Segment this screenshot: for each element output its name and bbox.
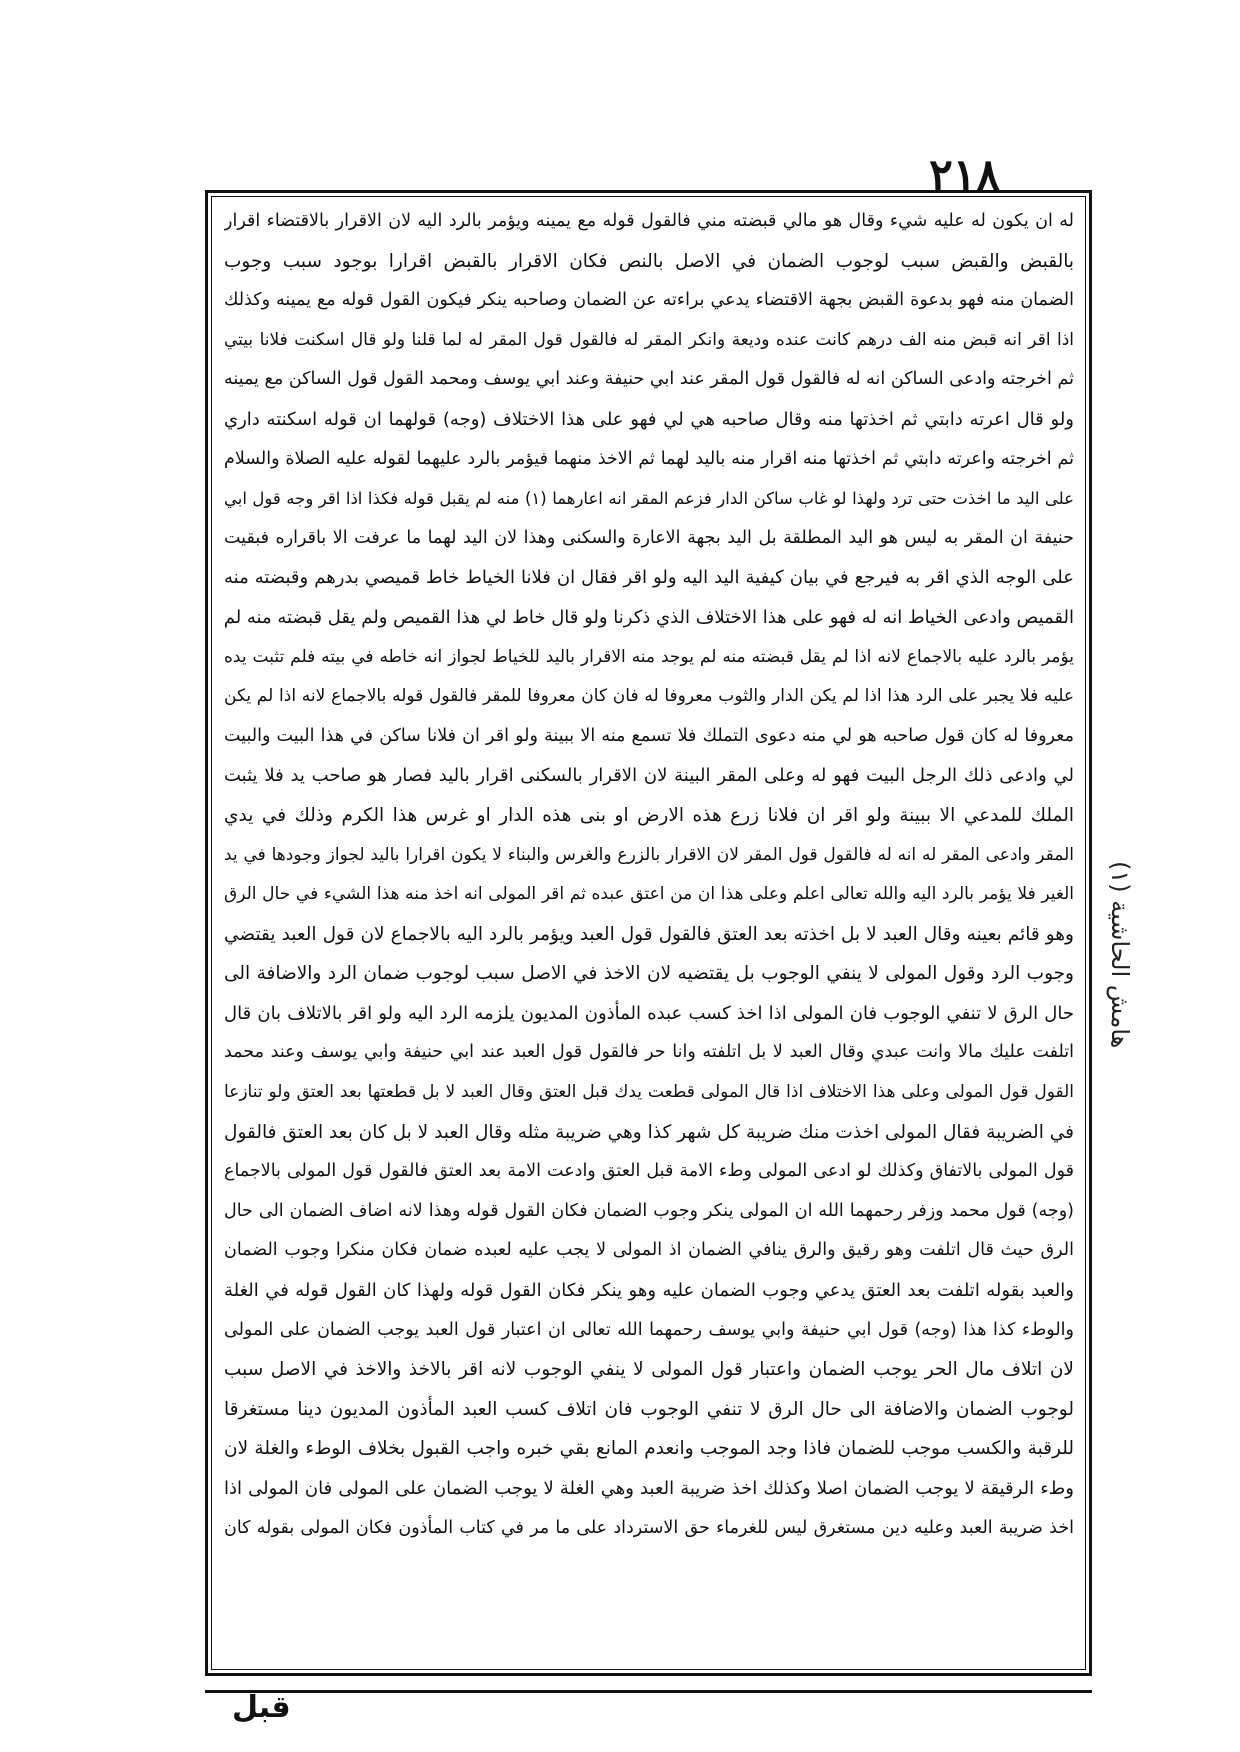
text-line: على اليد ما اخذت حتى ترد ولهذا لو غاب ساكن الدار فزعم المقر انه اعارهما (١) منه لم يقبل قوله فكذا اذا اقر وجه قول ابي xyxy=(224,489,1074,509)
text-line: للرقبة والكسب موجب للضمان فاذا وجد الموجب وانعدم المانع بقي خبره واجب القبول بخلاف الوطء والغلة لان xyxy=(224,1438,1074,1460)
text-line: اخذ ضريبة العبد وعليه دين مستغرق ليس للغرماء حق الاسترداد على ما مر في كتاب المأذون فكان المولى بقوله كان xyxy=(224,1517,1074,1538)
text-line: بالقبض والقبض سبب لوجوب الضمان في الاصل بالنص فكان الاقرار بالقبض اقرارا بوجود سبب وجوب xyxy=(224,250,1074,272)
text-line: ثم اخرجته واعرته دابتي ثم اخذتها منه اقرار منه باليد لهما ثم الاخذ منهما فيؤمر بالرد عليهما لقوله عليه الصلاة والسلام xyxy=(224,448,1074,469)
text-line: قول المولى بالاتفاق وكذلك لو ادعى المولى وطء الامة قبل العتق وادعت الامة بعد العتق فالقول قول المولى بالاجماع xyxy=(224,1161,1074,1182)
text-line: الرق حيث قال اتلفت وهو رقيق والرق ينافي الضمان اذ المولى لا يجب عليه لعبده ضمان فكان منكرا وجوب الضمان xyxy=(224,1240,1074,1261)
text-line: والعبد بقوله اتلفت بعد العتق يدعي وجوب الضمان عليه وهو ينكر فكان القول قوله ولهذا كان القول قوله في الغلة xyxy=(224,1280,1074,1302)
text-line: القول قول المولى وعلى هذا الاختلاف اذا قال المولى قطعت يدك قبل العتق وقال العبد لا بل قطعتها بعد العتق ولو تنازعا xyxy=(224,1082,1074,1103)
footer-rule xyxy=(205,1690,1092,1693)
text-line: المقر وادعى المقر له انه له فالقول قول المقر لان الاقرار بالزرع والغرس والبناء لا يكون اقرارا باليد لجواز وجودها في يد xyxy=(224,844,1074,865)
text-line: لوجوب الضمان والاضافة الى حال الرق لا تنفي الوجوب فان اتلاف كسب العبد المأذون المديون دينا مستغرقا xyxy=(224,1398,1074,1420)
text-line: عليه فلا يجبر على الرد هذا اذا لم يكن الدار والثوب معروفا له فان كان معروفا للمقر فالقول قوله بالاجماع لانه اذا لم يكن xyxy=(224,686,1074,707)
text-line: يؤمر بالرد عليه بالاجماع لانه اذا لم يقل قبضته منه لم يوجد منه الاقرار باليد للخياط لجواز انه خاطه في بيته فلم تثبت يده xyxy=(224,646,1074,667)
text-line: اتلفت عليك مالا وانت عبدي وقال العبد لا بل اتلفته وانا حر فالقول قول العبد عند ابي حنيفة وابي يوسف وعند محمد xyxy=(224,1042,1074,1063)
text-line: والوطء كذا هذا (وجه) قول ابي حنيفة وابي يوسف رحمهما الله تعالى ان اعتبار قول العبد يوجب الضمان على المولى xyxy=(224,1319,1074,1340)
text-line: معروفا له كان قول صاحبه هو لي منه دعوى التملك فلا تسمع منه الا ببينة ولو اقر ان فلانا ساكن في هذا البيت والبيت xyxy=(224,725,1074,746)
text-line: وجوب الرد وقول المولى لا ينفي الوجوب بل يقتضيه لان الاخذ في الاصل سبب لوجوب ضمان الرد والاضافة الى xyxy=(224,963,1074,985)
text-line: اذا اقر انه قبض منه الف درهم كانت عنده وديعة وانكر المقر له فالقول قول المقر له لما قلنا ولو قال اسكنت فلانا بيتي xyxy=(224,329,1074,350)
text-line: لان اتلاف مال الحر يوجب الضمان واعتبار قول المولى لا ينفي الوجوب لانه اقر بالاخذ والاخذ في الاصل سبب xyxy=(224,1359,1074,1381)
text-line: حال الرق لا تنفي الوجوب فان المولى اذا اخذ كسب عبده المأذون المديون يلزمه الرد اليه ولو اقر بالاتلاف بان قال xyxy=(224,1002,1074,1024)
text-line: الضمان منه فهو بدعوة القبض بجهة الاقتضاء يدعي براءته عن الضمان وصاحبه ينكر فيكون القول قوله مع يمينه وكذلك xyxy=(224,290,1074,311)
text-line: حنيفة ان المقر به ليس هو اليد المطلقة بل اليد بجهة الاعارة والسكنى وهذا لان اليد لهما ما عرفت الا باقراره فبقيت xyxy=(224,527,1074,548)
text-block xyxy=(224,202,1074,1548)
text-line: ثم اخرجته وادعى الساكن انه له فالقول قول المقر عند ابي حنيفة وعند ابي يوسف ومحمد القول قول الساكن مع يمينه xyxy=(224,369,1074,390)
text-line: لي وادعى ذلك الرجل البيت فهو له وعلى المقر البينة لان الاقرار بالسكنى اقرار باليد فصار هو صاحب يد فلا يثبت xyxy=(224,765,1074,787)
text-line: على الوجه الذي اقر به فيرجع في بيان كيفية اليد اليه ولو اقر فقال ان فلانا الخياط خاط قميصي بدرهم وقبضته منه xyxy=(224,567,1074,589)
text-line: في الضريبة فقال المولى اخذت منك ضريبة كل شهر كذا وهي ضريبة مثله وقال العبد لا بل كان بعد العتق فالقول xyxy=(224,1121,1074,1143)
text-line: الملك للمدعي الا ببينة ولو اقر ان فلانا زرع هذه الارض او بنى هذه الدار او غرس هذا الكرم وذلك في يدي xyxy=(224,804,1074,826)
page-number: ٢١٨ xyxy=(929,150,1000,201)
text-line: وطء الرقيقة لا يوجب الضمان اصلا وكذلك اخذ ضريبة العبد وهي الغلة لا يوجب الضمان على المولى فان المولى اذا xyxy=(224,1478,1074,1499)
text-line: القميص وادعى الخياط انه له فهو على هذا الاختلاف الذي ذكرنا ولو قال خاط لي هذا القميص ولم يقل قبضته منه لم xyxy=(224,606,1074,628)
margin-note: هامش الحاشية (١) xyxy=(1106,861,1134,1049)
catchword: قبل xyxy=(232,1690,291,1725)
text-line: (وجه) قول محمد وزفر رحمهما الله ان المولى ينكر وجوب الضمان فكان القول قوله وهذا لانه اضاف الضمان الى حال xyxy=(224,1200,1074,1221)
text-line: ولو قال اعرته دابتي ثم اخذتها منه وقال صاحبه هي لي فهو على هذا الاختلاف (وجه) قولهما ان قوله اسكنته داري xyxy=(224,408,1074,430)
text-line: الغير فلا يؤمر بالرد اليه والله تعالى اعلم وعلى هذا ان من اعتق عبده ثم اقر المولى انه اخذ منه هذا الشيء في حال الرق xyxy=(224,884,1074,905)
text-line: له ان يكون له عليه شيء وقال هو مالي قبضته مني فالقول قوله مع يمينه ويؤمر بالرد اليه لان الاقرار بالاقتضاء اقرار xyxy=(224,211,1074,231)
text-line: وهو قائم بعينه وقال العبد لا بل اخذته بعد العتق فالقول قول العبد ويؤمر بالرد اليه بالاجماع لان قول العبد يقتضي xyxy=(224,923,1074,945)
